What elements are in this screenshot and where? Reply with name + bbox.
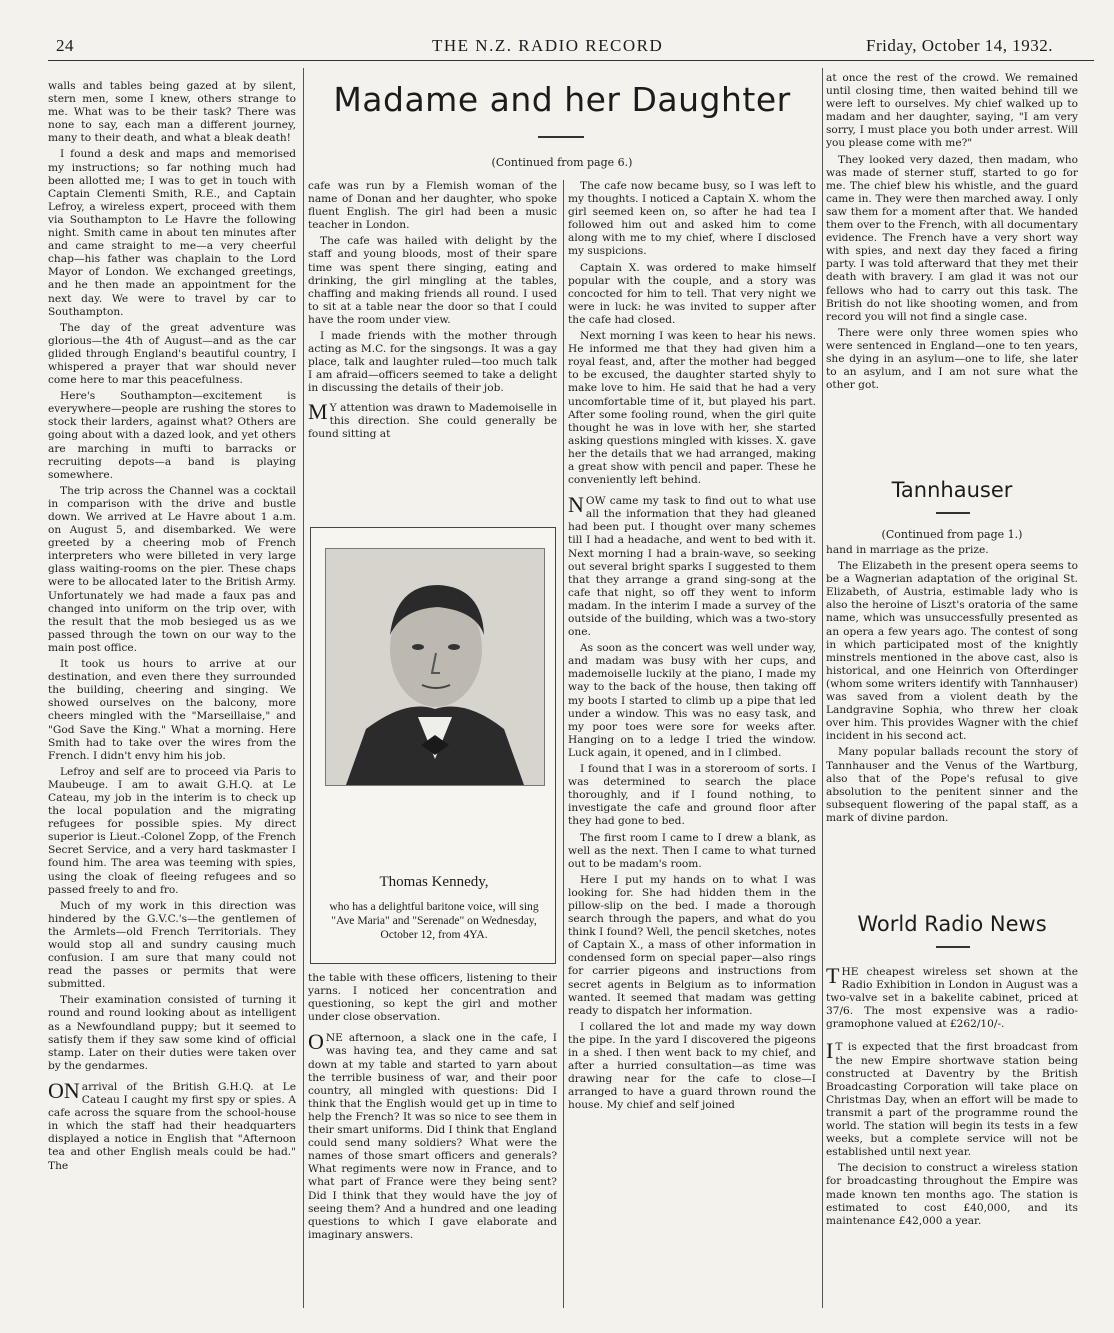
column-1 [48,80,296,1312]
continued-note: (Continued from page 1.) [881,528,1023,541]
paragraph: ONE afternoon, a slack one in the cafe, I was having tea, and they came and sat down at my table and started to yarn about the terrible business of war, and their poor country, all mingled with questions: Did I think that the English would get up in time to help the French? It was so nice to see them in their smart uniforms. Did I think that England could send many soldiers? What were the names of those smart officers and generals? What regiments were now in France, and to what part of France were they being sent? Did I think that they would have the joy of seeing them? And a hundred and one leading questions to which I gave elaborate and imaginary answers. [308,1029,557,1241]
title-rule [936,946,970,948]
paragraph: The decision to construct a wireless station for broadcasting throughout the Empire was made known ten months ago. The station is estimated to cost £40,000, and its maintenance £42,000 a year. [826,1162,1078,1227]
paragraph: Lefroy and self are to proceed via Paris to Maubeuge. I am to await G.H.Q. at Le Cateau, my job in the interim is to check up the local population and the migrating refugees for possible spies. My direct superior is Lieut.-Colonel Zopp, of the French Secret Service, and a very hard taskmaster I found him. The area was teeming with spies, using the cloak of fleeing refugees and so passed freely to and fro. [48,765,296,896]
paragraph: M Y attention was drawn to Mademoiselle in this direction. She could generally be found sitting at [308,398,557,440]
paragraph: Next morning I was keen to hear his news. He informed me that they had given him a royal feast, and, after the mother had begged to be excused, the daughter started shyly to make love to him. He said that he had a very uncomfortable time of it, but played his part. After some fooling round, when the girl quite thought he was in love with her, she started asking questions mingled with kisses. X. gave her the details that we had arranged, making a great show with pencil and paper. These he conveniently left behind. [568,330,816,487]
paragraph: The cafe now became busy, so I was left to my thoughts. I noticed a Captain X. whom the girl seemed keen on, so after he had tea I followed him out and asked him to come along with me to my chief, where I disclosed my suspicions. [568,180,816,258]
paragraph: I found a desk and maps and memorised my instructions; so far nothing much had been allotted me; I was to get in touch with Captain Clementi Smith, R.E., and Captain Lefroy, a wireless expert, proceed with them via Southampton to Le Havre the following night. Smith came in about ten minutes after and came straight to me—a very cheerful chap—his father was chaplain to the Lord Mayor of London. We exchanged greetings, and he then made an appointment for the next day. We were to travel by car to Southampton. [48,148,296,318]
paragraph: Their examination consisted of turning it round and round looking about as intelligent as a Newfoundland puppy; but it seemed to satisfy them if they saw some kind of official stamp. Later on their duties were taken over by the gendarmes. [48,994,296,1072]
portrait-photo [325,548,545,786]
paragraph: Here I put my hands on to what I was looking for. She had hidden them in the pillow-slip on the bed. I made a thorough search through the papers, and what do you think I found? Well, the pencil sketches, notes of Captain X., a mass of other information in condensed form on special paper—also rings for carrier pigeons and instructions from secret agents in Belgium as to information wanted. It seemed that madam was getting ready to dispatch her information. [568,873,816,1017]
paragraph: The trip across the Channel was a cocktail in comparison with the drive and bustle down. We arrived at Le Havre about 1 a.m. on August 5, and disembarked. We were greeted by a cheering mob of French interpreters who were billeted in very large glass waiting-rooms on the pier. These chaps were to be allocated later to the British Army. Unfortunately we had made a faux pas and changed into uniform on the trip over, with the result that the mob besieged us as we passed through the town on our way to the main post office. [48,484,296,654]
issue-date: Friday, October 14, 1932. [866,36,1054,55]
paragraph: cafe was run by a Flemish woman of the name of Donan and her daughter, who spoke fluent English. The girl had been a music teacher in London. [308,180,557,232]
column-2-bottom [308,972,557,1312]
photo-box [310,527,556,964]
paragraph: There were only three women spies who were sentenced in England—one to ten years, she dying in an asylum—one to life, she later to an asylum, and I am not sure what the other got. [826,326,1078,392]
continued-note: (Continued from page 6.) [491,156,633,169]
paragraph: The day of the great adventure was glorious—the 4th of August—and as the car glided through England's beautiful country, I whispered a prayer that war should never come here to mar this peacefulness. [48,321,296,387]
paragraph: The first room I came to I drew a blank, as well as the next. Then I came to what turned out to be madam's room. [568,831,816,870]
paragraph: The cafe was hailed with delight by the staff and young bloods, most of their spare time was spent there singing, eating and drinking, the girl mingling at the tables, chaffing and making friends all round. I used to sit at a table near the door so that I could have the room under view. [308,235,557,326]
world-radio-body [826,966,1078,1310]
paragraph: The Elizabeth in the present opera seems to be a Wagnerian adaptation of the original St. Elizabeth, of Austria, estimable lady who is also the heroine of Liszt's oratoria of the same name, which was unsuccessfully presented as an opera a few years ago. The contest of song in which participated most of the knightly minstrels mentioned in the above cast, also is historical, and one Heinrich von Ofterdinger (whom some writers identify with Tannhauser) was saved from a violent death by the Landgravine Sophia, who threw her cloak over him. This provides Wagner with the chief incident in his second act. [826,560,1078,743]
paragraph: I found that I was in a storeroom of sorts. I was determined to search the place thoroughly, and if I found nothing, to investigate the cafe and ground floor after they had gone to bed. [568,763,816,828]
publication-title: THE N.Z. RADIO RECORD [432,36,664,55]
drop-cap: T [826,966,840,988]
column-divider [303,68,304,1308]
drop-cap: O [308,1029,324,1055]
paragraph: at once the rest of the crowd. We remained until closing time, then waited behind till we were left to ourselves. My chief walked up to madam and her daughter, saying, "I am very sorry, I must place you both under arrest. Will you please come with me?" [826,72,1078,150]
page-number: 24 [56,36,74,55]
photo-name: Thomas Kennedy, [379,874,489,890]
drop-cap: ON [48,1077,80,1103]
tannhauser-title: Tannhauser [891,478,1013,502]
column-4-top [826,72,1078,450]
header-rule [48,60,1094,61]
drop-cap: I [826,1038,834,1064]
title-rule [538,136,584,138]
paragraph: I collared the lot and made my way down the pipe. In the yard I discovered the pigeons in a shed. I then went back to my chief, and after a hurried consultation—as time was drawing near for the cafe to close—I arranged to have a guard thrown round the house. My chief and self joined [568,1020,816,1112]
column-3 [568,180,816,1312]
photo-caption: who has a delightful baritone voice, will sing "Ave Maria" and "Serenade" on Wednesday, October 12, from 4YA. [329,900,539,941]
paragraph: I T is expected that the first broadcast from the new Empire shortwave station being constructed at Daventry by the British Broadcasting Corporation will take place on Christmas Day, when an effort will be made to transmit a part of the programme round the world. The station will begin its tests in a few weeks, but a complete service will not be established until next year. [826,1038,1078,1159]
drop-cap: N [568,492,584,518]
title-rule [936,512,970,514]
paragraph: walls and tables being gazed at by silent, stern men, some I knew, others strange to me. What was to be their task? There was none to say, each man a different journey, many to their death, and what a bleak death! [48,80,296,145]
paragraph: THE cheapest wireless set shown at the Radio Exhibition in London in August was a two-valve set in a bakelite cabinet, priced at 37/6. The most expensive was a radio-gramophone valued at £262/10/-. [826,966,1078,1031]
column-divider [563,180,564,1308]
column-2-top [308,180,557,520]
paragraph: Much of my work in this direction was hindered by the G.V.C.'s—the gentlemen of the Armlets—old French Territorials. They would stop all and sundry causing much confusion. I am sure that many could not read the passes or permits that were submitted. [48,899,296,991]
paragraph: They looked very dazed, then madam, who was made of sterner stuff, started to go for me. The chief blew his whistle, and the guard came in. They were then marched away. I only saw them for a moment after that. We handed them over to the French, with all documentary evidence. The French have a very short way with spies, and next day they faced a firing party. I was told afterward that they met their death with bravery. I am glad it was not our fellows who had to carry out this task. The British do not like shooting women, and from record you will not find a single case. [826,153,1078,323]
paragraph: Many popular ballads recount the story of Tannhauser and the Venus of the Wartburg, also that of the Pope's refusal to give absolution to the penitent sinner and the subsequent flowering of the papal staff, as a mark of divine pardon. [826,746,1078,824]
paragraph: Captain X. was ordered to make himself popular with the couple, and a story was concocted for him to tell. That very night we were in luck: he was invited to supper after the cafe had closed. [568,261,816,326]
article-title: Madame and her Daughter [333,80,791,119]
tannhauser-body [826,544,1078,844]
paragraph: It took us hours to arrive at our destination, and even there they surrounded the building, cheering and singing. We showed ourselves on the balcony, more cheers mingled with the "Marseillaise," and "God Save the King." What a morning. Here Smith had to take over the wires from the French. I didn't envy him his job. [48,658,296,762]
paragraph: I made friends with the mother through acting as M.C. for the singsongs. It was a gay place, talk and laughter ruled—too much talk I am afraid—officers seemed to take a delight in discussing the details of their job. [308,330,557,395]
paragraph: As soon as the concert was well under way, and madam was busy with her cups, and mademoiselle luckily at the piano, I made my way to the back of the house, then taking off my boots I started to climb up a pipe that led under a window. This was no easy task, and my poor toes were sore for weeks after. Hanging on to a ledge I tried the window. Luck again, it opened, and in I climbed. [568,642,816,759]
drop-cap: M [308,398,328,424]
paragraph: the table with these officers, listening to their yarns. I noticed her concentration and questioning, so kept the girl and mother under close observation. [308,972,557,1024]
paragraph: ON arrival of the British G.H.Q. at Le Cateau I caught my first spy or spies. A cafe across the square from the school-house in which the staff had their headquarters displayed a notice in English that "Afternoon tea and other English meals could be had." The [48,1077,296,1172]
column-divider [822,68,823,1308]
paragraph: NOW came my task to find out to what use all the information that they had gleaned had been put. I thought over many schemes till I had a headache, and went to bed with it. Next morning I had a brain-wave, so seeking out several bright sparks I suggested to them that they arrange a grand sing-song at the cafe that night, so off they went to inform madam. In the interim I made a survey of the outside of the building, which was a two-story one. [568,492,816,639]
paragraph: hand in marriage as the prize. [826,544,989,556]
world-radio-title: World Radio News [857,912,1047,936]
portrait-image [326,549,544,785]
paragraph: Here's Southampton—excitement is everywhere—people are rushing the stores to stock their larders, against what? Others are going about with a dazed look, and yet others are marching in mufti to barracks or recruiting depots—a band is playing somewhere. [48,390,296,481]
